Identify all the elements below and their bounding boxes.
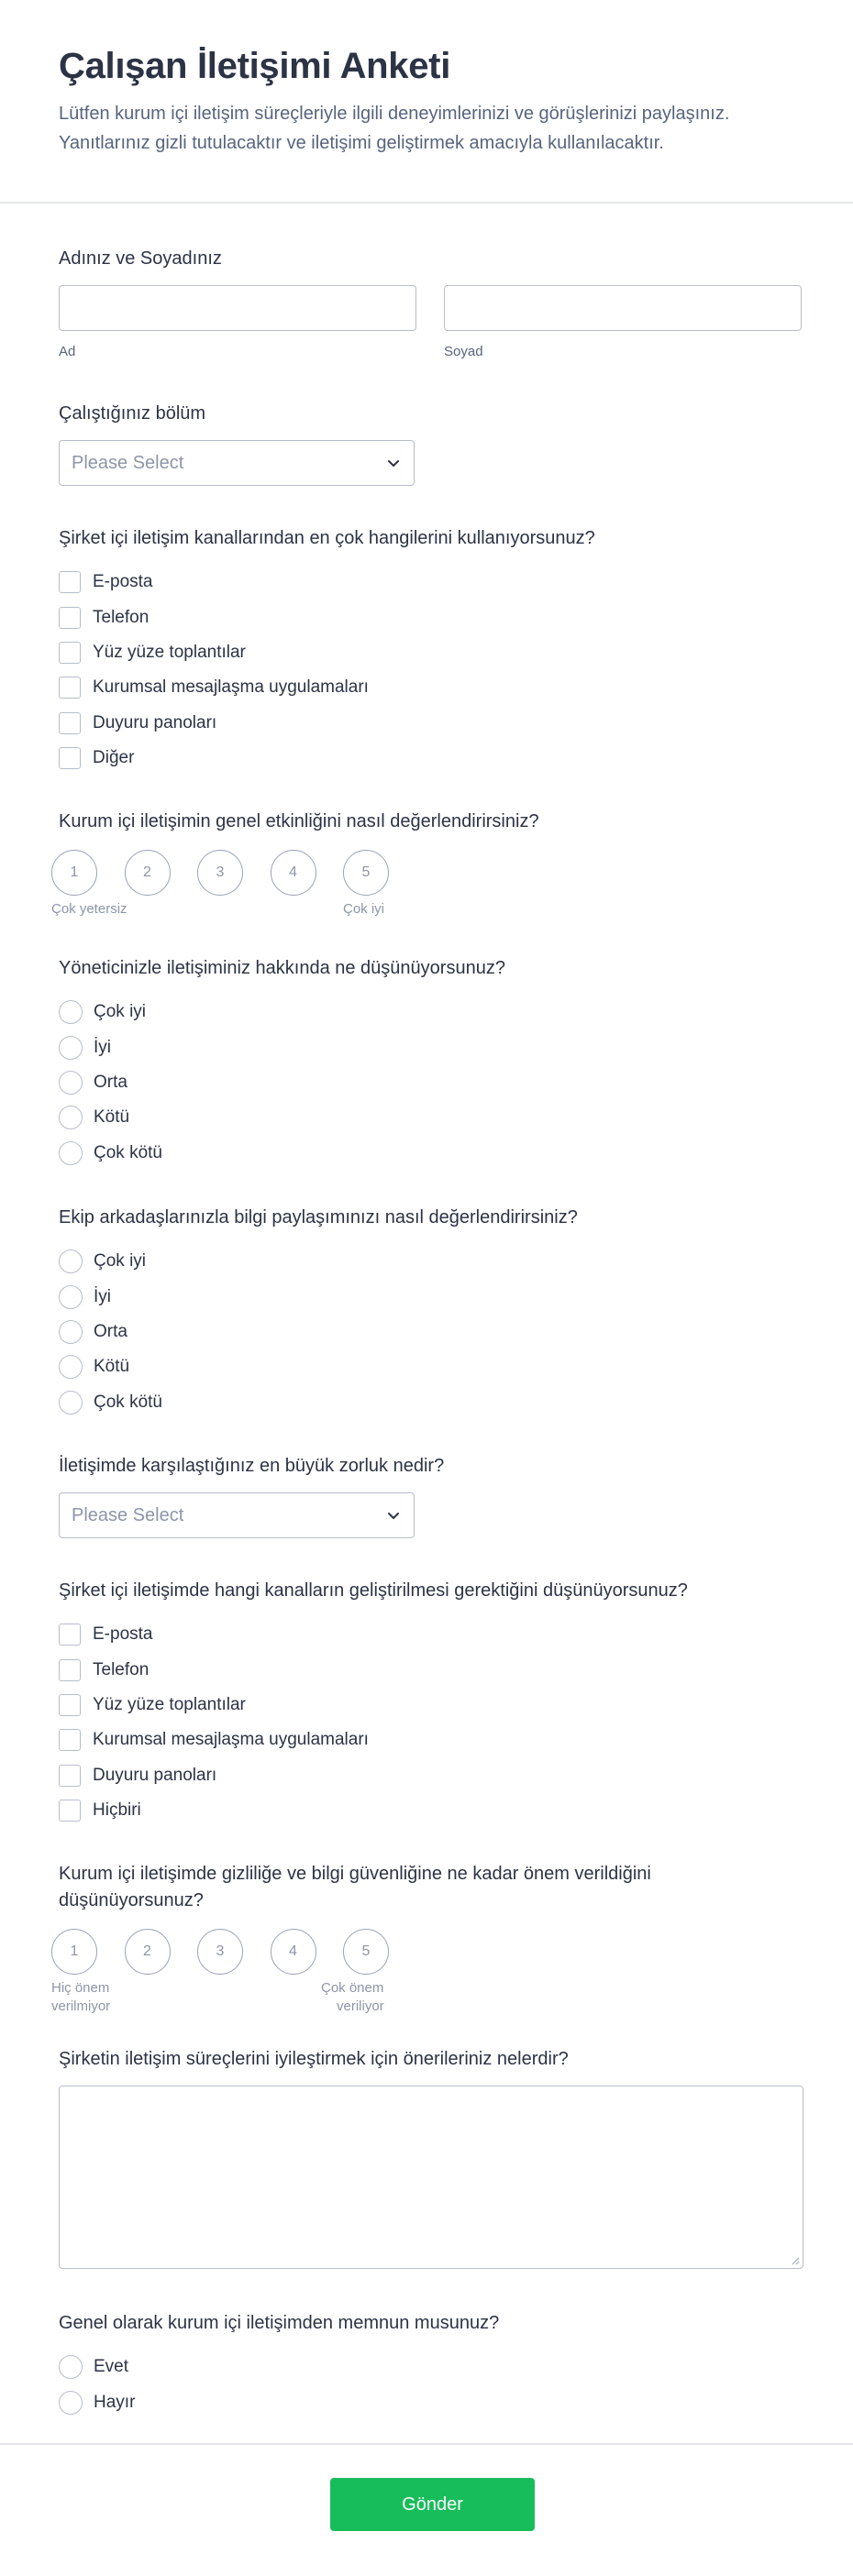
scale-option-5[interactable]: 5 <box>343 1929 389 1975</box>
improve-option-email[interactable] <box>59 1617 803 1652</box>
challenge-select-value: Please Select <box>72 1504 184 1525</box>
channel-option-meetings[interactable] <box>59 635 803 670</box>
improve-option-boards[interactable] <box>59 1758 803 1793</box>
form-footer <box>0 2443 853 2576</box>
option-label: Çok iyi <box>94 1002 147 1022</box>
improve-question-label: Şirket içi iletişimde hangi kanalların geliştirilmesi gerektiğini düşünüyorsunuz? <box>59 1580 688 1601</box>
effectiveness-question <box>51 809 803 936</box>
satisfaction-question-label: Genel olarak kurum içi iletişimden memnun musunuz? <box>59 2313 500 2333</box>
team-option-average[interactable] <box>59 1315 803 1349</box>
improve-option-messaging[interactable] <box>59 1723 803 1757</box>
channels-question <box>59 525 803 776</box>
chevron-down-icon <box>384 454 403 472</box>
option-label: Kötü <box>94 1107 130 1128</box>
option-label: Kötü <box>94 1357 130 1377</box>
scale-option-5[interactable]: 5 <box>343 850 389 896</box>
suggestions-question <box>59 2046 803 2269</box>
challenge-question <box>59 1453 803 1538</box>
improve-option-phone[interactable] <box>59 1652 803 1687</box>
option-label: Çok kötü <box>94 1142 162 1162</box>
name-question-label: Adınız ve Soyadınız <box>59 248 222 269</box>
form-description-line2: Yanıtlarınız gizli tutulacaktır ve iletişimi geliştirmek amacıyla kullanılacaktır. <box>59 133 664 153</box>
option-label: Hayır <box>94 2392 136 2412</box>
last-name-input[interactable] <box>444 285 802 331</box>
radio[interactable] <box>59 1285 83 1309</box>
scale-option-4[interactable]: 4 <box>271 850 316 896</box>
first-name-sublabel: Ad <box>59 344 76 359</box>
option-label: İyi <box>94 1037 111 1057</box>
radio[interactable] <box>59 2391 83 2415</box>
option-label: E-posta <box>93 572 153 592</box>
scale-high-label-line1: Çok önem <box>321 1980 384 1996</box>
radio[interactable] <box>59 1071 83 1095</box>
satisfaction-option-yes[interactable] <box>59 2350 803 2384</box>
improve-option-meetings[interactable] <box>59 1688 803 1723</box>
manager-question <box>59 955 803 1171</box>
scale-option-3[interactable]: 3 <box>197 1929 243 1975</box>
team-question-label: Ekip arkadaşlarınızla bilgi paylaşımınızı nasıl değerlendirirsiniz? <box>59 1207 578 1227</box>
checkbox[interactable] <box>59 642 81 664</box>
checkbox[interactable] <box>59 677 81 699</box>
improve-question <box>59 1578 803 1828</box>
scale-option-1[interactable]: 1 <box>51 850 97 896</box>
team-option-bad[interactable] <box>59 1349 803 1384</box>
option-label: Kurumsal mesajlaşma uygulamaları <box>93 1730 369 1750</box>
option-label: Yüz yüze toplantılar <box>93 1694 246 1714</box>
form-description-line1: Lütfen kurum içi iletişim süreçleriyle ilgili deneyimlerinizi ve görüşlerinizi paylaşınız. <box>59 104 730 124</box>
option-label: Telefon <box>93 1659 150 1679</box>
name-question <box>59 246 803 359</box>
scale-high-label: Çok iyi <box>343 901 385 917</box>
challenge-question-label: İletişimde karşılaştığınız en büyük zorluk nedir? <box>59 1456 445 1476</box>
challenge-select[interactable] <box>59 1492 415 1538</box>
resize-grip-icon[interactable] <box>789 2254 800 2265</box>
checkbox[interactable] <box>59 747 81 769</box>
improve-option-none[interactable] <box>59 1793 803 1828</box>
department-question-label: Çalıştığınız bölüm <box>59 403 206 424</box>
department-select[interactable] <box>59 440 415 486</box>
radio[interactable] <box>59 1320 83 1344</box>
effectiveness-scale <box>51 850 803 896</box>
channel-option-email[interactable] <box>59 565 803 600</box>
channel-option-boards[interactable] <box>59 706 803 741</box>
checkbox[interactable] <box>59 712 81 734</box>
option-label: Hiçbiri <box>93 1800 141 1821</box>
radio[interactable] <box>59 1000 83 1024</box>
privacy-question-label-line1: Kurum içi iletişimde gizliliğe ve bilgi güvenliğine ne kadar önem verildiğini <box>59 1864 651 1884</box>
checkbox[interactable] <box>59 1624 81 1646</box>
option-label: Diğer <box>93 748 135 768</box>
option-label: Çok iyi <box>94 1251 147 1271</box>
channel-option-messaging[interactable] <box>59 670 803 705</box>
scale-low-label: Çok yetersiz <box>51 901 127 917</box>
checkbox[interactable] <box>59 1729 81 1751</box>
scale-option-4[interactable]: 4 <box>271 1929 316 1975</box>
effectiveness-question-label: Kurum içi iletişimin genel etkinliğini nasıl değerlendirirsiniz? <box>59 811 539 831</box>
privacy-question <box>51 1861 803 2019</box>
department-select-value: Please Select <box>72 452 184 473</box>
radio[interactable] <box>59 1036 83 1060</box>
scale-high-label-line2: veriliyor <box>337 1998 384 2014</box>
first-name-input[interactable] <box>59 285 416 331</box>
radio[interactable] <box>59 1106 83 1129</box>
manager-option-average[interactable] <box>59 1065 803 1100</box>
option-label: Duyuru panoları <box>93 712 217 732</box>
option-label: Çok kötü <box>94 1392 162 1412</box>
team-option-very-bad[interactable] <box>59 1385 803 1420</box>
department-question <box>59 401 803 486</box>
checkbox[interactable] <box>59 1765 81 1787</box>
manager-option-very-good[interactable] <box>59 995 803 1029</box>
channels-question-label: Şirket içi iletişim kanallarından en çok hangilerini kullanıyorsunuz? <box>59 528 595 548</box>
option-label: Telefon <box>93 607 150 627</box>
radio[interactable] <box>59 1355 83 1379</box>
option-label: Duyuru panoları <box>93 1765 217 1785</box>
form-title: Çalışan İletişimi Anketi <box>59 46 451 86</box>
option-label: Kurumsal mesajlaşma uygulamaları <box>93 677 369 698</box>
checkbox[interactable] <box>59 1694 81 1716</box>
suggestions-textarea[interactable] <box>59 2086 803 2269</box>
option-label: Yüz yüze toplantılar <box>93 642 246 662</box>
team-question <box>59 1205 803 1420</box>
option-label: E-posta <box>93 1624 153 1645</box>
satisfaction-option-no[interactable] <box>59 2384 803 2419</box>
submit-button[interactable]: Gönder <box>330 2478 535 2531</box>
last-name-sublabel: Soyad <box>444 344 483 359</box>
radio[interactable] <box>59 1249 83 1273</box>
suggestions-question-label: Şirketin iletişim süreçlerini iyileştirmek için önerileriniz nelerdir? <box>59 2049 569 2069</box>
checkbox[interactable] <box>59 571 81 593</box>
chevron-down-icon <box>384 1506 403 1525</box>
scale-low-label-line1: Hiç önem <box>51 1980 110 1996</box>
radio[interactable] <box>59 2355 83 2379</box>
channel-option-other[interactable] <box>59 741 803 776</box>
form-header <box>0 0 853 204</box>
channel-option-phone[interactable] <box>59 600 803 634</box>
scale-low-label-line2: verilmiyor <box>51 1998 111 2014</box>
option-label: Orta <box>94 1321 127 1341</box>
team-option-very-good[interactable] <box>59 1244 803 1279</box>
manager-option-very-bad[interactable] <box>59 1136 803 1171</box>
privacy-scale <box>51 1929 803 1975</box>
radio[interactable] <box>59 1141 83 1165</box>
scale-option-2[interactable]: 2 <box>125 1929 171 1975</box>
checkbox[interactable] <box>59 1659 81 1681</box>
scale-option-3[interactable]: 3 <box>197 850 243 896</box>
option-label: Orta <box>94 1072 127 1092</box>
option-label: İyi <box>94 1286 111 1306</box>
scale-option-2[interactable]: 2 <box>125 850 171 896</box>
checkbox[interactable] <box>59 607 81 629</box>
checkbox[interactable] <box>59 1800 81 1822</box>
team-option-good[interactable] <box>59 1279 803 1314</box>
manager-question-label: Yöneticinizle iletişiminiz hakkında ne düşünüyorsunuz? <box>59 958 505 978</box>
manager-option-good[interactable] <box>59 1029 803 1064</box>
satisfaction-question <box>59 2310 803 2420</box>
manager-option-bad[interactable] <box>59 1100 803 1135</box>
option-label: Evet <box>94 2357 129 2377</box>
radio[interactable] <box>59 1391 83 1415</box>
scale-option-1[interactable]: 1 <box>51 1929 97 1975</box>
privacy-question-label-line2: düşünüyorsunuz? <box>59 1890 204 1910</box>
